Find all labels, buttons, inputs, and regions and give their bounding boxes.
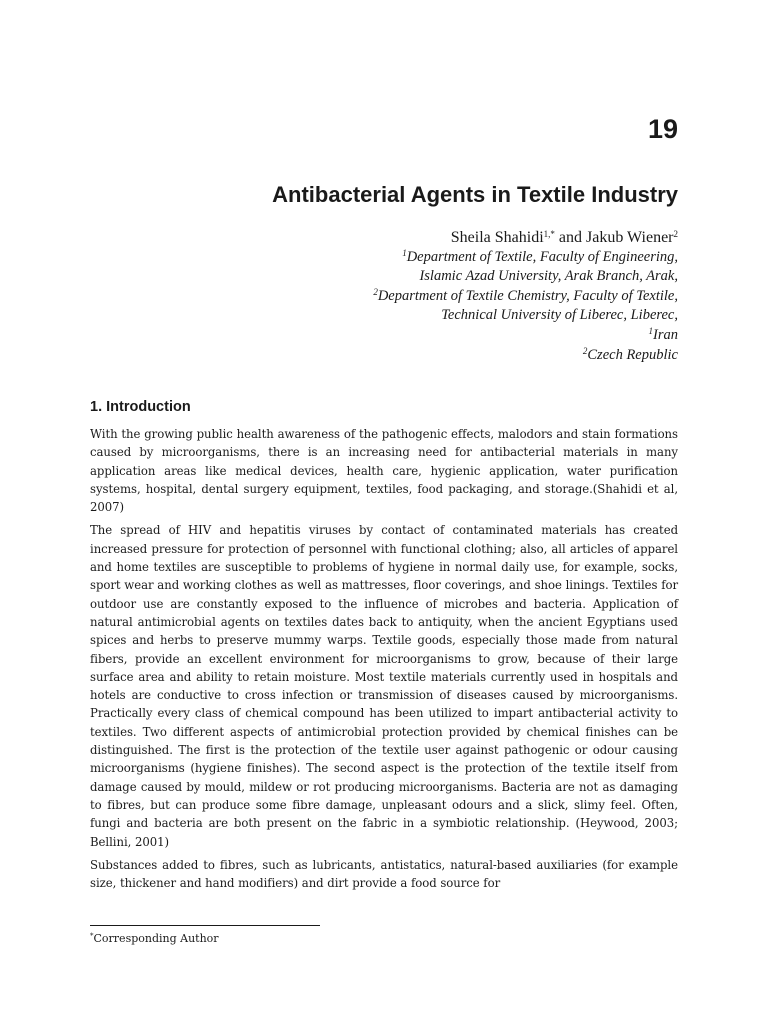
affiliation-line: [373, 267, 678, 287]
affiliation-text: Islamic Azad University, Arak Branch, Arak,: [419, 268, 678, 285]
affiliation-mark: 2: [373, 286, 378, 297]
author-2-marks: 2: [673, 229, 678, 239]
affiliation-line: [373, 306, 678, 326]
affiliation-mark: 1: [402, 247, 407, 258]
affiliation-line: [373, 287, 678, 307]
affiliation-mark: 1: [648, 325, 654, 336]
body-text: [90, 425, 678, 897]
section-heading: 1. Introduction: [90, 399, 191, 415]
footnote-mark: *: [90, 932, 94, 940]
affiliation-mark: 2: [582, 345, 588, 356]
affiliation-text: Department of Textile, Faculty of Engineering,: [406, 248, 678, 265]
author-conjunction: and: [554, 229, 587, 246]
paragraph: With the growing public health awareness of the pathogenic effects, malodors and stain formations caused by microorganisms, there is an increasing need for antibacterial materials in many application areas like medical devices, health care, hygienic application, water purification systems, hospital, dental surgery equipment, textiles, food packaging, and storage.(Shahidi et al, 2007): [90, 427, 678, 515]
chapter-number: 19: [647, 114, 678, 144]
document-page: [90, 0, 678, 1024]
affiliation-text: Czech Republic: [587, 346, 678, 363]
footnote: [90, 931, 219, 947]
author-block: [373, 228, 678, 365]
affiliation-text: Iran: [653, 326, 678, 343]
affiliation-line: [373, 248, 678, 268]
paragraph: The spread of HIV and hepatitis viruses by contact of contaminated materials has created increased pressure for protection of personnel with functional clothing; also, all articles of apparel and home textiles are susceptible to problems of hygiene in normal daily use, for example, socks, sport wear and working clothes as well as mattresses, floor coverings, and shoe linings. Textiles for outdoor use are constantly exposed to the influence of microbes and bacteria. Application of natural antimicrobial agents on textiles dates back to antiquity, when the ancient Egyptians used spices and herbs to preserve mummy warps. Textile goods, especially those made from natural fibers, provide an excellent environment for microorganisms to grow, because of their large surface area and ability to retain moisture. Most textile materials currently used in hospitals and hotels are conductive to cross infection or transmission of diseases caused by microorganisms. Practically every class of chemical compound has been utilized to impart antibacterial activity to textiles. Two different aspects of antimicrobial protection provided by chemical finishes can be distinguished. The first is the protection of the textile user against pathogenic or odour causing microorganisms (hygiene finishes). The second aspect is the protection of the textile itself from damage caused by mould, mildew or rot producing microorganisms. Bacteria are not as damaging to fibres, but can produce some fibre damage, unpleasant odours and a slick, slimy feel. Often, fungi and bacteria are both present on the fabric in a symbiotic relationship. (Heywood, 2003; Bellini, 2001): [90, 523, 678, 849]
affiliation-text: Technical University of Liberec, Liberec,: [441, 307, 678, 324]
author-names: [373, 228, 678, 248]
chapter-title: Antibacterial Agents in Textile Industry: [272, 182, 678, 207]
footnote-divider: [90, 925, 320, 926]
author-2-name: Jakub Wiener: [586, 229, 674, 246]
affiliation-line: [373, 346, 678, 366]
footnote-text: Corresponding Author: [93, 932, 219, 945]
paragraph: Substances added to fibres, such as lubricants, antistatics, natural-based auxiliaries (for example size, thickener and hand modifiers) and dirt provide a food source for: [90, 857, 678, 891]
author-1-marks: 1,*: [543, 229, 555, 239]
affiliation-text: Department of Textile Chemistry, Faculty of Textile,: [377, 287, 678, 304]
affiliation-line: [373, 326, 678, 346]
author-1-name: Sheila Shahidi: [450, 229, 544, 246]
